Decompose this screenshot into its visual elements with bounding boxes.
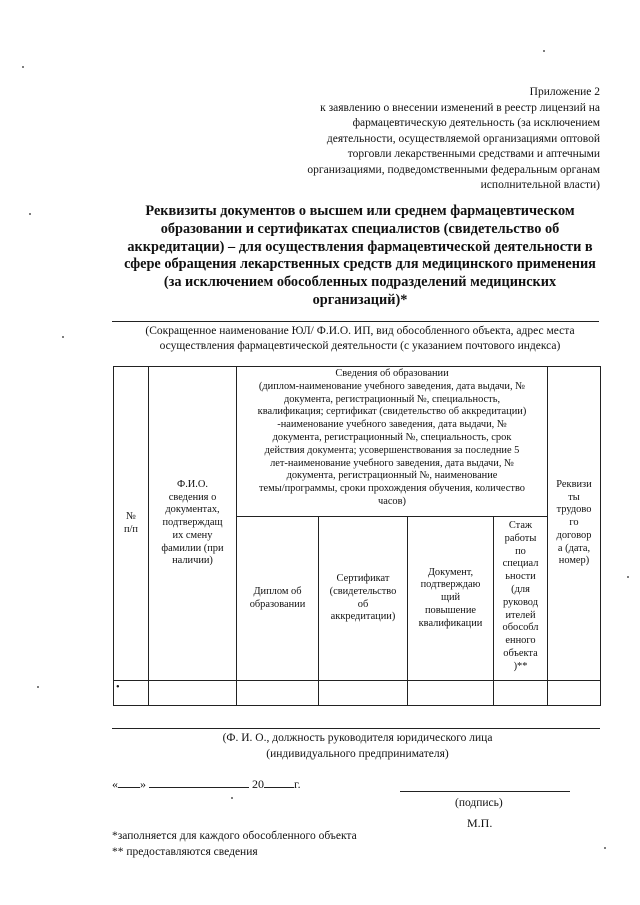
- header-number: № п/п: [114, 367, 149, 681]
- month-blank[interactable]: [149, 775, 249, 788]
- manager-field-line: [112, 728, 600, 729]
- table-cell[interactable]: [408, 681, 494, 706]
- table-cell[interactable]: [149, 681, 237, 706]
- table-cell[interactable]: [319, 681, 408, 706]
- subheader-diploma: Диплом об образовании: [237, 517, 319, 681]
- appendix-line: фармацевтическую деятельность (за исключением: [352, 117, 600, 129]
- year-blank[interactable]: [264, 775, 294, 788]
- title-line: сфере обращения лекарственных средств для медицинского применения: [124, 256, 596, 273]
- title-line: (за исключением обособленных подразделений медицинских: [163, 274, 557, 291]
- caption-line: (Ф. И. О., должность руководителя юридического лица: [222, 732, 493, 744]
- footnote: *заполняется для каждого обособленного объекта: [112, 830, 357, 842]
- day-blank[interactable]: [118, 775, 140, 788]
- header-education: Сведения об образовании (диплом-наименование учебного заведения, дата выдачи, № документа, регистрационный №, специальность, квалификация; сертификат (свидетельство об аккредитации) -наименование учебного заведения, дата выдачи, № документа, регистрационный №, специальность, срок действия документа; усовершенствования за последние 5 лет-наименование учебного заведения, дата выдачи, № документа, регистрационный №, наименование темы/программы, сроки прохождения обучения, количество часов): [237, 367, 548, 517]
- title-line: образовании и сертификатах специалистов (свидетельство об: [160, 220, 560, 237]
- subheader-experience: Стаж работы по специал ьности (для руковод ителей обособл енного объекта )**: [494, 517, 548, 681]
- header-fio: Ф.И.О. сведения о документах, подтверждащ их смену фамилии (при наличии): [149, 367, 237, 681]
- header-labor-contract: Реквизи ты трудово го договор а (дата, номер): [548, 367, 601, 681]
- scan-speck: [22, 66, 24, 68]
- caption-line: (индивидуального предпринимателя): [266, 747, 449, 760]
- subtitle-line: осуществления фармацевтической деятельности (с указанием почтового индекса): [159, 340, 561, 352]
- row-marker: •: [116, 682, 120, 693]
- subheader-certificate: Сертификат (свидетельство об аккредитации): [319, 517, 408, 681]
- signature-line[interactable]: [400, 791, 570, 792]
- title-line: аккредитации) – для осуществления фармацевтической деятельности в: [127, 238, 593, 255]
- appendix-header: [220, 85, 600, 194]
- subheader-qualification: Документ, подтверждаю щий повышение квалификации: [408, 517, 494, 681]
- date-field: « » 20 г.: [112, 777, 301, 791]
- scan-speck: [231, 797, 233, 799]
- organization-field-caption: [100, 324, 620, 354]
- appendix-line: деятельности, осуществляемой организациями оптовой: [326, 132, 600, 145]
- appendix-line: организациями, подведомственными федеральным органам: [307, 163, 600, 176]
- scan-speck: [62, 336, 64, 338]
- scan-speck: [37, 686, 39, 688]
- requisites-table: [113, 366, 601, 706]
- appendix-line: исполнительной власти): [480, 179, 600, 191]
- title-line: Реквизиты документов о высшем или среднем фармацевтическом: [145, 203, 575, 219]
- signature-caption: (подпись): [455, 797, 503, 809]
- table-cell[interactable]: [494, 681, 548, 706]
- scan-speck: [543, 50, 545, 52]
- footnote: ** предоставляются сведения: [112, 845, 258, 858]
- table-cell[interactable]: [114, 681, 149, 706]
- appendix-line: к заявлению о внесении изменений в реестр лицензий на: [320, 101, 600, 114]
- table-row: [114, 681, 601, 706]
- appendix-line: Приложение 2: [529, 86, 600, 98]
- organization-field-line: [112, 321, 599, 322]
- table-cell[interactable]: [548, 681, 601, 706]
- title-line: организаций)*: [312, 291, 408, 308]
- scan-speck: [604, 847, 606, 849]
- table-cell[interactable]: [237, 681, 319, 706]
- footnotes: [112, 829, 357, 860]
- scan-speck: [29, 213, 31, 215]
- scan-speck: [627, 576, 629, 578]
- appendix-line: торговли лекарственными средствами и аптечными: [347, 148, 600, 160]
- manager-field-caption: [110, 731, 605, 762]
- subtitle-line: (Сокращенное наименование ЮЛ/ Ф.И.О. ИП, вид обособленного объекта, адрес места: [145, 325, 575, 337]
- stamp-placeholder: М.П.: [467, 816, 493, 830]
- document-title: [95, 203, 625, 310]
